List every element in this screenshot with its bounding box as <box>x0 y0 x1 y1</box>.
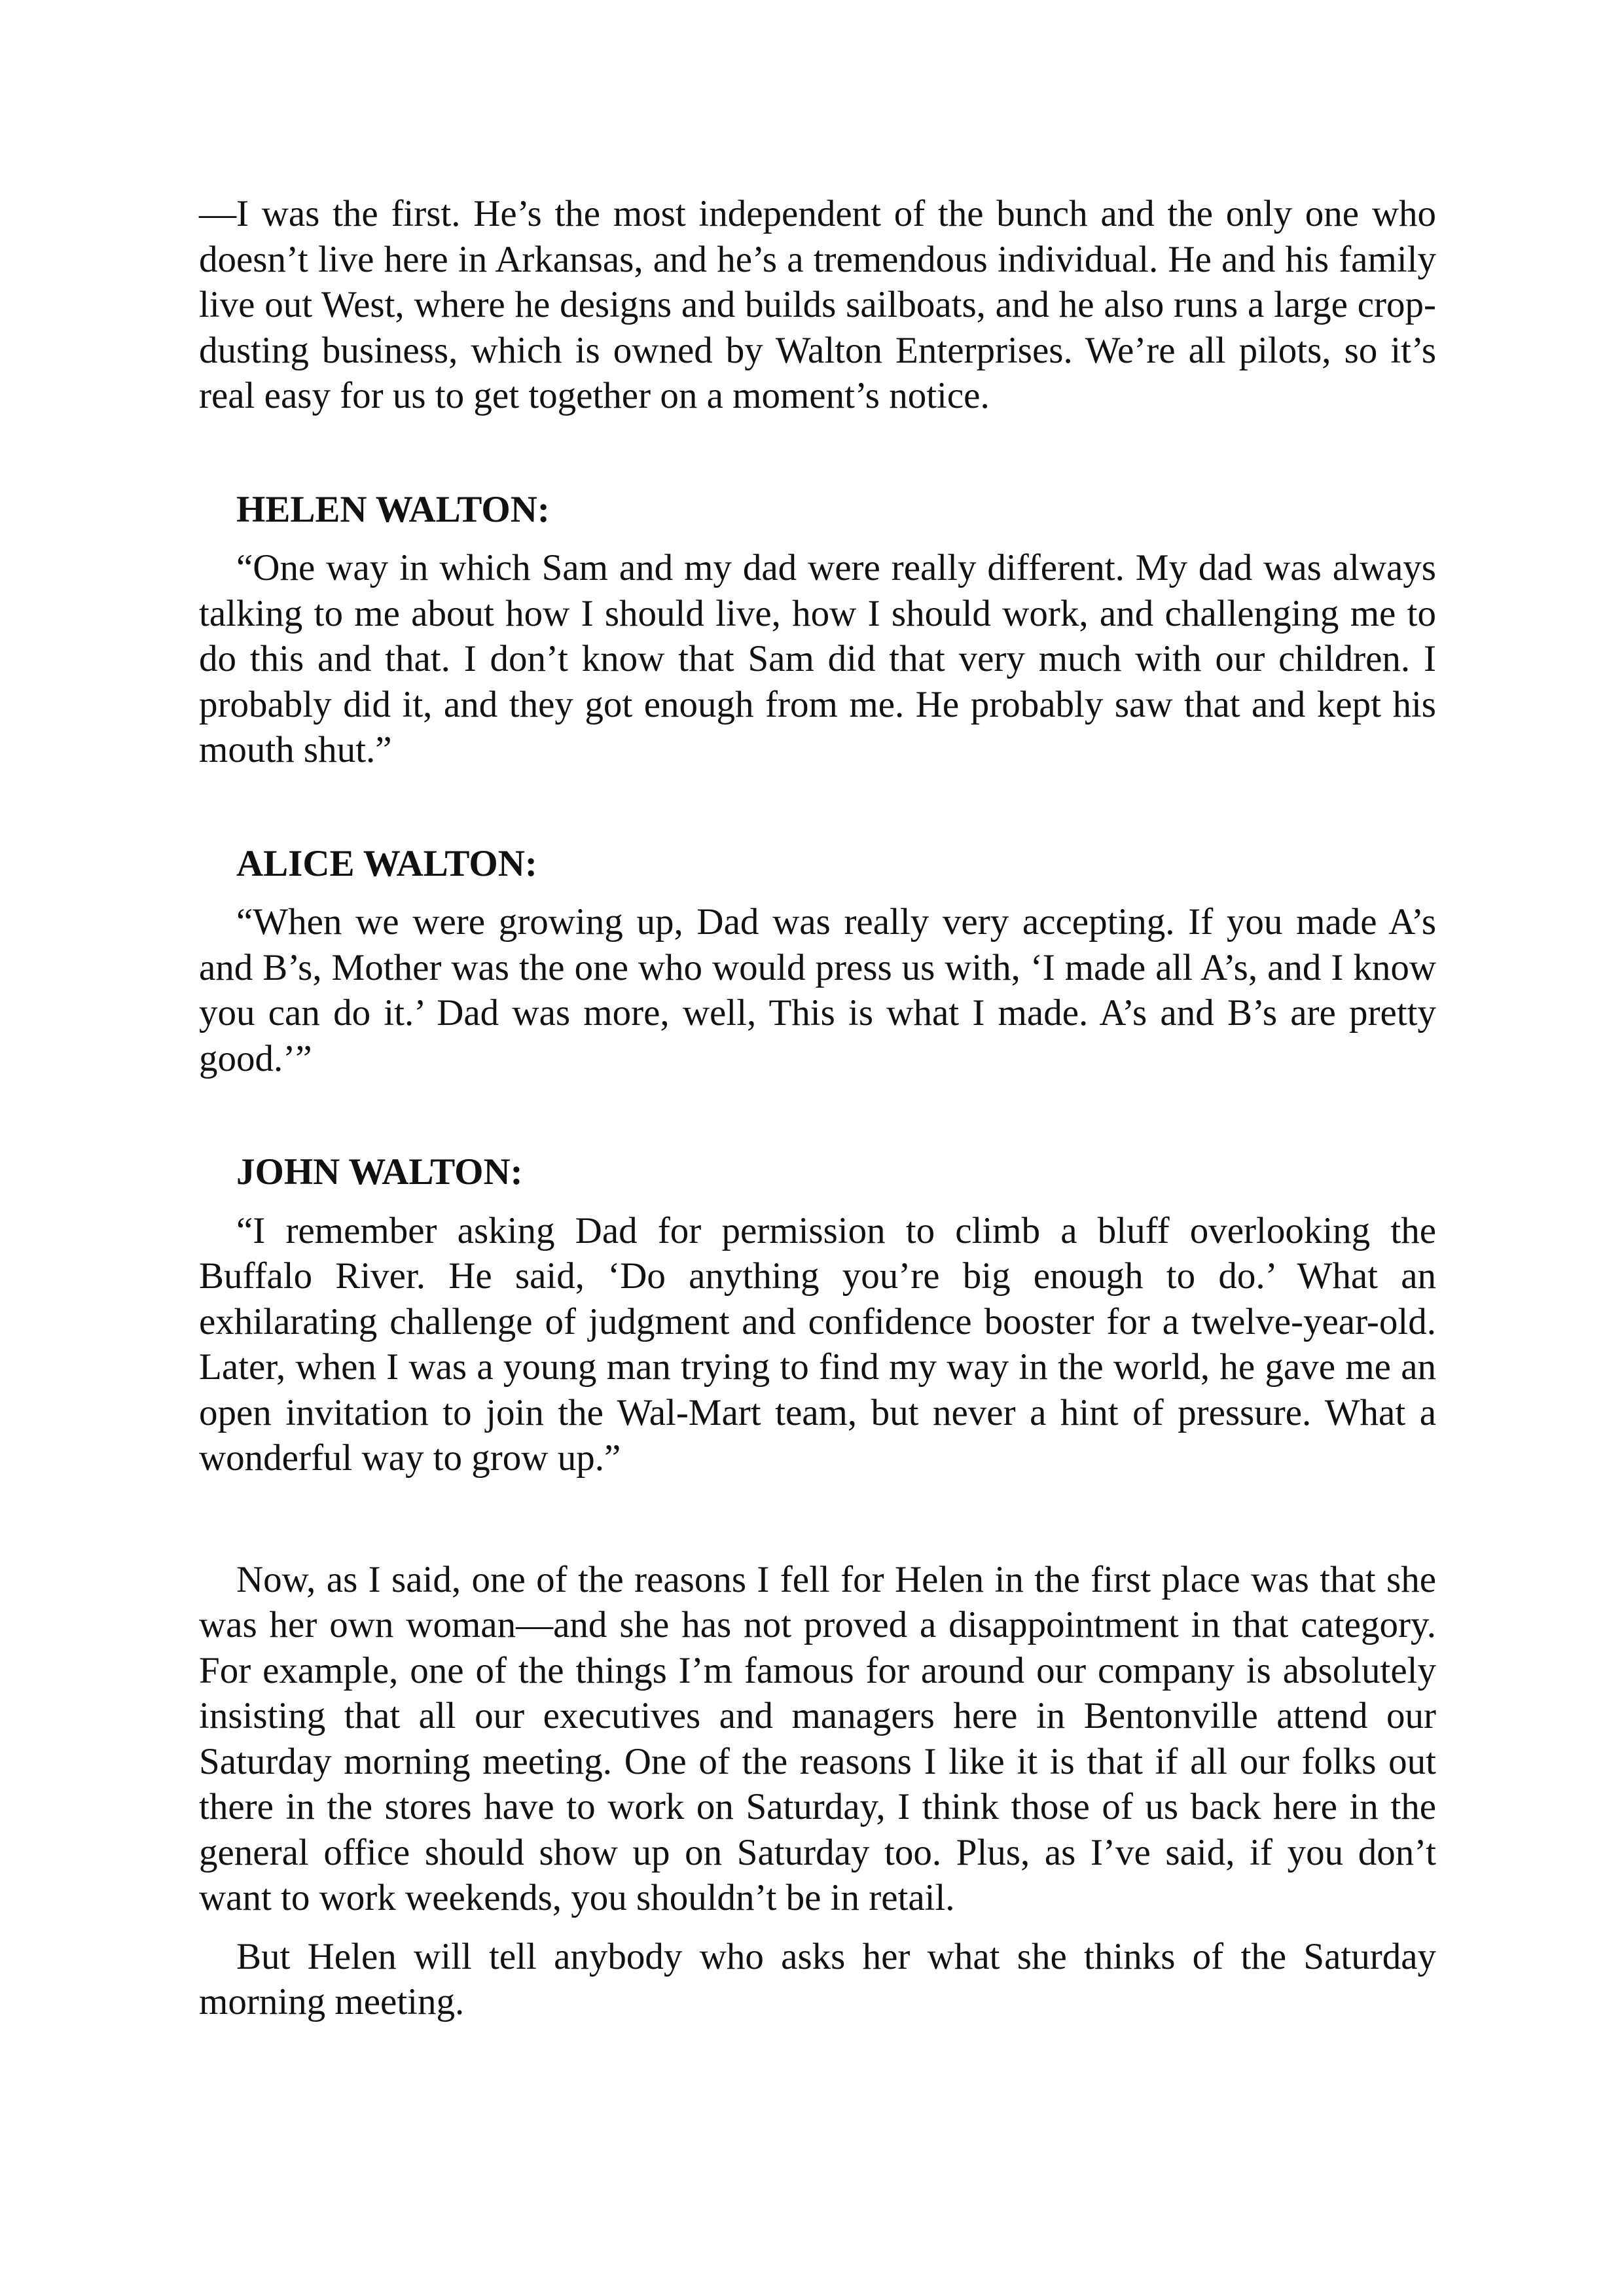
speaker-heading: HELEN WALTON: <box>236 488 550 530</box>
quote-text: “I remember asking Dad for permission to climb a bluff overlooking the Buffalo River. He said, ‘Do anything you’re big enough to do.’ What an exhilarating challenge of judgment and confidence booster for a twelve-year-old. Later, when I was a young man trying to find my way in the world, he gave me an open invitation to join the Wal-Mart team, but never a hint of pressure. What a wonderful way to grow up.” <box>199 1210 1436 1479</box>
quote-text: “One way in which Sam and my dad were really different. My dad was always talking to me about how I should live, how I should work, and challenging me to do this and that. I don’t know that Sam did that very much with our children. I probably did it, and they got enough from me. He probably saw that and kept his mouth shut.” <box>199 547 1436 770</box>
quote-block-john <box>199 1149 1436 1481</box>
speaker-heading: JOHN WALTON: <box>236 1151 523 1193</box>
quote-block-alice <box>199 841 1436 1082</box>
quote-block-helen <box>199 487 1436 773</box>
opening-paragraph: —I was the first. He’s the most independent of the bunch and the only one who doesn’t live here in Arkansas, and he’s a tremendous individual. He and his family live out West, where he designs and builds sailboats, and he also runs a large crop-dusting business, which is owned by Walton Enterprises. We’re all pilots, so it’s real easy for us to get together on a moment’s notice. <box>199 193 1436 416</box>
book-page <box>199 191 1436 2025</box>
speaker-heading: ALICE WALTON: <box>236 842 537 884</box>
narrative-paragraph: But Helen will tell anybody who asks her what she thinks of the Saturday morning meeting. <box>199 1935 1436 2022</box>
quote-text: “When we were growing up, Dad was really very accepting. If you made A’s and B’s, Mother was the one who would press us with, ‘I made all A’s, and I know you can do it.’ Dad was more, well, This is what I made. A’s and B’s are pretty good.’” <box>199 901 1436 1079</box>
narrative-paragraph: Now, as I said, one of the reasons I fell for Helen in the first place was that she was her own woman—and she has not proved a disappointment in that category. For example, one of the things I’m famous for around our company is absolutely insisting that all our executives and managers here in Bentonville attend our Saturday morning meeting. One of the reasons I like it is that if all our folks out there in the stores have to work on Saturday, I think those of us back here in the general office should show up on Saturday too. Plus, as I’ve said, if you don’t want to work weekends, you shouldn’t be in retail. <box>199 1558 1436 1918</box>
